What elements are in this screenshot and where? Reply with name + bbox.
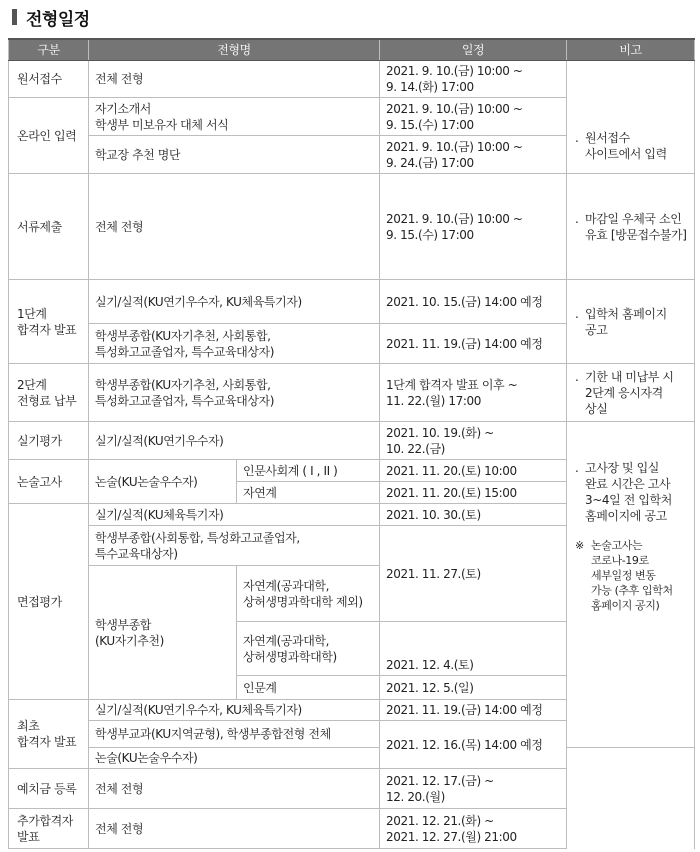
name-cell: 실기/실적(KU연기우수자, KU체육특기자) [89, 700, 380, 721]
date-cell: 1단계 합격자 발표 이후 ~ 11. 22.(월) 17:00 [380, 364, 567, 422]
page-title [12, 4, 90, 30]
name-cell: 전체 전형 [89, 809, 380, 849]
date-cell: 2021. 12. 17.(금) ~ 12. 20.(월) [380, 769, 567, 809]
name-cell: 학교장 추천 명단 [89, 136, 380, 174]
name-cell: 실기/실적(KU연기우수자) [89, 422, 380, 460]
remark-docs: . 마감일 우체국 소인 유효 [방문접수불가] [567, 174, 695, 280]
category-cell: 실기평가 [9, 422, 89, 460]
category-cell: 온라인 입력 [9, 98, 89, 174]
category-cell: 최초 합격자 발표 [9, 700, 89, 769]
sub-name-cell: 인문사회계 ( I , II ) [237, 460, 380, 482]
header-name: 전형명 [89, 39, 380, 61]
date-cell: 2021. 9. 10.(금) 10:00 ~ 9. 14.(화) 17:00 [380, 61, 567, 98]
header-date: 일정 [380, 39, 567, 61]
category-cell: 1단계 합격자 발표 [9, 280, 89, 364]
title-bar-icon [12, 9, 17, 25]
name-cell: 실기/실적(KU연기우수자, KU체육특기자) [89, 280, 380, 324]
date-cell: 2021. 11. 27.(토) [380, 526, 567, 622]
date-cell: 2021. 12. 16.(목) 14:00 예정 [380, 721, 567, 769]
table-row [9, 280, 695, 324]
table-row [9, 809, 695, 849]
name-cell: 학생부교과(KU지역균형), 학생부종합전형 전체 [89, 721, 380, 748]
page-title-text: 전형일정 [26, 9, 90, 30]
category-cell: 논술고사 [9, 460, 89, 504]
name-cell: 학생부종합 (KU자기추천) [89, 566, 237, 700]
covid-note: ※ 논술고사는 코로나-19로 세부일정 변동 가능 (추후 입학처 홈페이지 공지) [575, 539, 673, 612]
table-row [9, 174, 695, 280]
sub-name-cell: 자연계(공과대학, 상허생명과학대학 제외) [237, 566, 380, 622]
date-cell: 2021. 10. 30.(토) [380, 504, 567, 526]
header-remarks: 비고 [567, 39, 695, 61]
date-cell: 2021. 11. 19.(금) 14:00 예정 [380, 324, 567, 364]
name-cell: 전체 전형 [89, 61, 380, 98]
date-cell: 2021. 11. 19.(금) 14:00 예정 [380, 700, 567, 721]
sub-name-cell: 자연계(공과대학, 상허생명과학대학) [237, 622, 380, 676]
name-cell: 자기소개서 학생부 미보유자 대체 서식 [89, 98, 380, 136]
table-row [9, 364, 695, 422]
sub-name-cell: 인문계 [237, 676, 380, 700]
sub-name-cell: 자연계 [237, 482, 380, 504]
table-header-row [9, 39, 695, 61]
name-cell: 학생부종합(사회통합, 특성화고교졸업자, 특수교육대상자) [89, 526, 380, 566]
date-cell: 2021. 9. 10.(금) 10:00 ~ 9. 15.(수) 17:00 [380, 98, 567, 136]
date-cell: 2021. 12. 4.(토) [380, 622, 567, 676]
category-cell: 서류제출 [9, 174, 89, 280]
date-cell: 2021. 11. 20.(토) 10:00 [380, 460, 567, 482]
table-row [9, 422, 695, 460]
name-cell: 전체 전형 [89, 174, 380, 280]
date-cell: 2021. 10. 15.(금) 14:00 예정 [380, 280, 567, 324]
date-cell: 2021. 10. 19.(화) ~ 10. 22.(금) [380, 422, 567, 460]
category-cell: 추가합격자 발표 [9, 809, 89, 849]
header-category: 구분 [9, 39, 89, 61]
remark-stage1: . 입학처 홈페이지 공고 [567, 280, 695, 364]
category-cell: 2단계 전형료 납부 [9, 364, 89, 422]
date-cell: 2021. 12. 5.(일) [380, 676, 567, 700]
category-cell: 예치금 등록 [9, 769, 89, 809]
remark-online: . 원서접수 사이트에서 입력 [567, 61, 695, 174]
name-cell: 학생부종합(KU자기추천, 사회통합, 특성화고교졸업자, 특수교육대상자) [89, 364, 380, 422]
date-cell: 2021. 9. 10.(금) 10:00 ~ 9. 15.(수) 17:00 [380, 174, 567, 280]
category-cell: 면접평가 [9, 504, 89, 700]
table-row [9, 769, 695, 809]
remark-stage2: . 기한 내 미납부 시 2단계 응시자격 상실 [567, 364, 695, 422]
name-cell: 논술(KU논술우수자) [89, 748, 380, 769]
table-row [9, 61, 695, 98]
category-cell: 원서접수 [9, 61, 89, 98]
name-cell: 학생부종합(KU자기추천, 사회통합, 특성화고교졸업자, 특수교육대상자) [89, 324, 380, 364]
name-cell: 전체 전형 [89, 769, 380, 809]
remark-exam: . 고사장 및 입실 완료 시간은 고사 3~4일 전 입학처 홈페이지에 공고 ※ 논술고사는 코로나-19로 세부일정 변동 가능 (추후 입학처 홈페이지 공지) [567, 422, 695, 748]
name-cell: 논술(KU논술우수자) [89, 460, 237, 504]
name-cell: 실기/실적(KU체육특기자) [89, 504, 380, 526]
date-cell: 2021. 9. 10.(금) 10:00 ~ 9. 24.(금) 17:00 [380, 136, 567, 174]
date-cell: 2021. 12. 21.(화) ~ 2021. 12. 27.(월) 21:00 [380, 809, 567, 849]
date-cell: 2021. 11. 20.(토) 15:00 [380, 482, 567, 504]
table-row [9, 748, 695, 769]
schedule-table [8, 38, 695, 849]
